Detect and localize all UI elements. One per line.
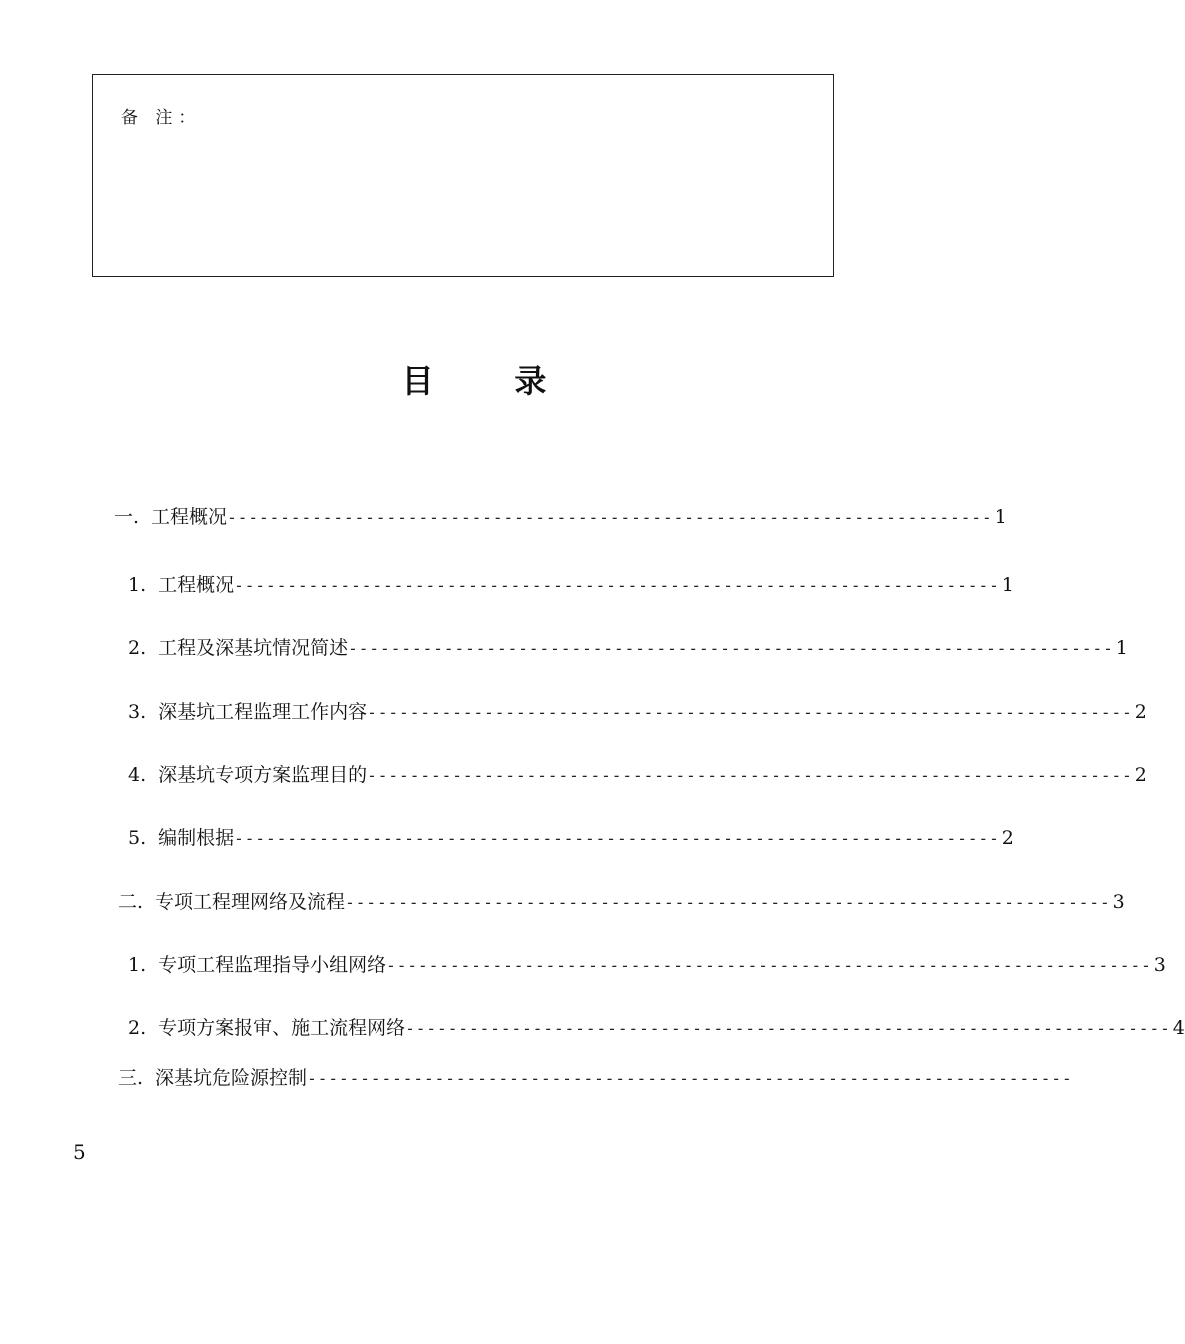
toc-title: 目 录 <box>401 362 549 400</box>
toc-entry-page: 2 <box>1134 764 1147 786</box>
toc-entry-page: 2 <box>1001 827 1014 849</box>
toc-entry-page: 4 <box>1172 1017 1185 1039</box>
toc-entry-page: 3 <box>1153 954 1166 976</box>
toc-entry-text: 工程及深基坑情况简述 <box>158 637 349 659</box>
toc-entry[interactable] <box>128 570 1014 600</box>
remarks-box <box>92 74 834 277</box>
toc-entry-number: 一. <box>114 506 140 528</box>
toc-entry-number: 1. <box>128 574 147 596</box>
toc-entry-text: 编制根据 <box>158 827 235 849</box>
toc-entry-number: 二. <box>118 891 144 913</box>
toc-entry-number: 2. <box>128 1017 147 1039</box>
toc-entry[interactable] <box>128 633 1128 663</box>
toc-entry-text: 深基坑专项方案监理目的 <box>158 764 368 786</box>
toc-leader: ------------------------------------------------------------------------ <box>345 893 1111 912</box>
toc-entry-number: 1. <box>128 954 147 976</box>
toc-entry-text: 专项工程理网络及流程 <box>155 891 346 913</box>
toc-entry-number: 3. <box>128 701 147 723</box>
toc-leader: ------------------------------------------------------------------------ <box>227 508 993 527</box>
toc-leader: ------------------------------------------------------------------------ <box>367 766 1133 785</box>
toc-leader: ------------------------------------------------------------------------ <box>386 956 1152 975</box>
toc-entry[interactable] <box>118 887 1125 917</box>
toc-entry[interactable] <box>114 502 1007 532</box>
toc-leader: ------------------------------------------------------------------------ <box>405 1019 1171 1038</box>
toc-entry-page: 1 <box>1001 574 1014 596</box>
toc-leader: ------------------------------------------------------------------------ <box>348 639 1114 658</box>
toc-entry-number: 三. <box>118 1067 144 1089</box>
toc-leader: ------------------------------------------------------------------------ <box>234 576 1000 595</box>
toc-entry-number: 2. <box>128 637 147 659</box>
toc-entry-text: 专项工程监理指导小组网络 <box>158 954 387 976</box>
toc-entry[interactable] <box>128 823 1014 853</box>
toc-entry[interactable] <box>128 1013 1185 1043</box>
toc-entry[interactable] <box>128 697 1147 727</box>
page-number: 5 <box>73 1140 86 1164</box>
toc-leader: ------------------------------------------------------------------------ <box>234 829 1000 848</box>
toc-entry-text: 工程概况 <box>151 506 228 528</box>
toc-entry-number: 5. <box>128 827 147 849</box>
toc-entry[interactable] <box>128 950 1166 980</box>
toc-leader: ------------------------------------------------------------------------ <box>307 1069 1073 1088</box>
toc-entry[interactable] <box>118 1063 1073 1093</box>
toc-entry-page: 3 <box>1112 891 1125 913</box>
toc-entry-text: 专项方案报审、施工流程网络 <box>158 1017 406 1039</box>
toc-entry-page: 1 <box>994 506 1007 528</box>
toc-entry-text: 深基坑工程监理工作内容 <box>158 701 368 723</box>
toc-entry-number: 4. <box>128 764 147 786</box>
toc-entry[interactable] <box>128 760 1147 790</box>
toc-entry-text: 深基坑危险源控制 <box>155 1067 308 1089</box>
toc-entry-page: 1 <box>1115 637 1128 659</box>
toc-entry-page: 2 <box>1134 701 1147 723</box>
toc-leader: ------------------------------------------------------------------------ <box>367 703 1133 722</box>
toc-entry-text: 工程概况 <box>158 574 235 596</box>
remarks-label: 备 注： <box>121 108 202 128</box>
